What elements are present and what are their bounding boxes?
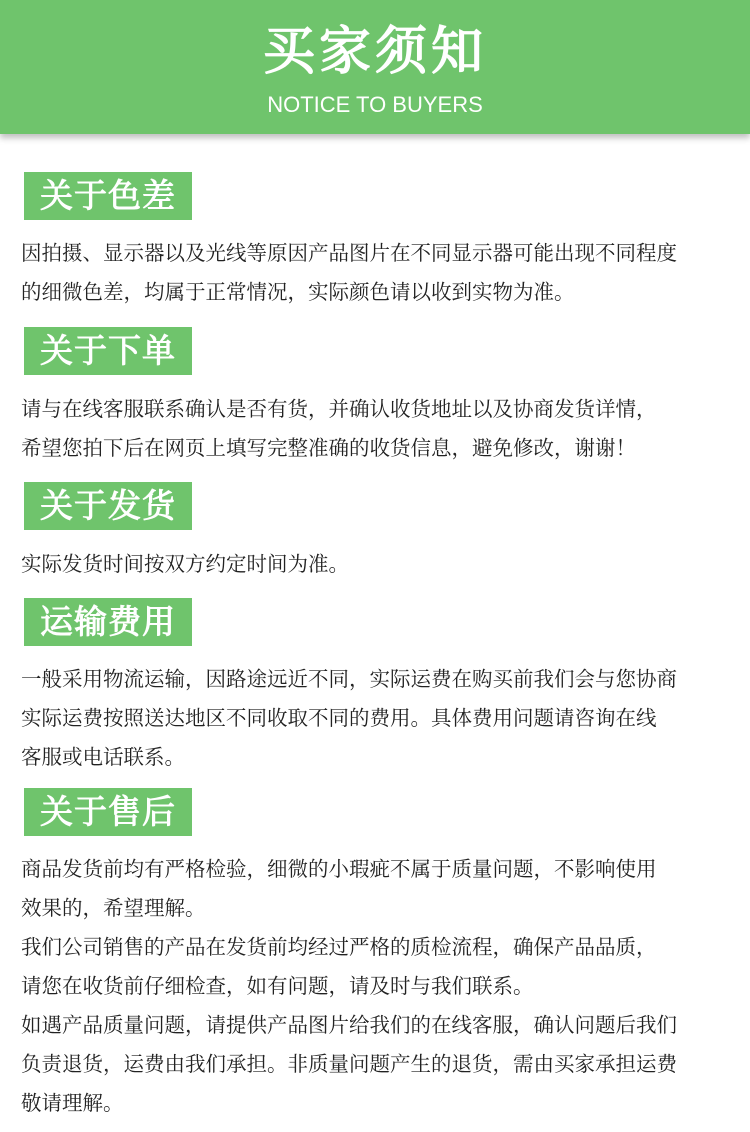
- header-banner: [0, 0, 750, 134]
- section-body-color-difference: [21, 234, 737, 312]
- body-line: 负责退货，运费由我们承担。非质量问题产生的退货，需由买家承担运费: [21, 1052, 677, 1076]
- section-body-after-sales: [21, 850, 737, 1123]
- body-line: 实际发货时间按双方约定时间为准。: [21, 552, 349, 576]
- section-heading-color-difference: 关于色差: [24, 172, 192, 220]
- section-heading-after-sales: 关于售后: [24, 788, 192, 836]
- body-line: 如遇产品质量问题，请提供产品图片给我们的在线客服，确认问题后我们: [21, 1013, 677, 1037]
- section-heading-freight-cost: 运输费用: [24, 598, 192, 646]
- section-body-freight-cost: [21, 660, 737, 777]
- body-line: 请您在收货前仔细检查，如有问题，请及时与我们联系。: [21, 974, 534, 998]
- body-line: 我们公司销售的产品在发货前均经过严格的质检流程，确保产品品质，: [21, 935, 657, 959]
- body-line: 的细微色差，均属于正常情况，实际颜色请以收到实物为准。: [21, 280, 575, 304]
- page-subtitle: NOTICE TO BUYERS: [267, 92, 483, 117]
- body-line: 希望您拍下后在网页上填写完整准确的收货信息，避免修改，谢谢！: [21, 436, 636, 460]
- section-heading-ordering: 关于下单: [24, 327, 192, 375]
- section-body-ordering: [21, 390, 737, 468]
- body-line: 因拍摄、显示器以及光线等原因产品图片在不同显示器可能出现不同程度: [21, 241, 677, 265]
- section-heading-shipping: 关于发货: [24, 482, 192, 530]
- body-line: 请与在线客服联系确认是否有货，并确认收货地址以及协商发货详情，: [21, 397, 657, 421]
- body-line: 客服或电话联系。: [21, 745, 185, 769]
- section-body-shipping: [21, 545, 737, 584]
- body-line: 一般采用物流运输，因路途远近不同，实际运费在购买前我们会与您协商: [21, 667, 677, 691]
- body-line: 商品发货前均有严格检验，细微的小瑕疵不属于质量问题，不影响使用: [21, 857, 657, 881]
- body-line: 效果的，希望理解。: [21, 896, 206, 920]
- body-line: 敬请理解。: [21, 1091, 124, 1115]
- body-line: 实际运费按照送达地区不同收取不同的费用。具体费用问题请咨询在线: [21, 706, 657, 730]
- page-title: 买家须知: [262, 22, 487, 82]
